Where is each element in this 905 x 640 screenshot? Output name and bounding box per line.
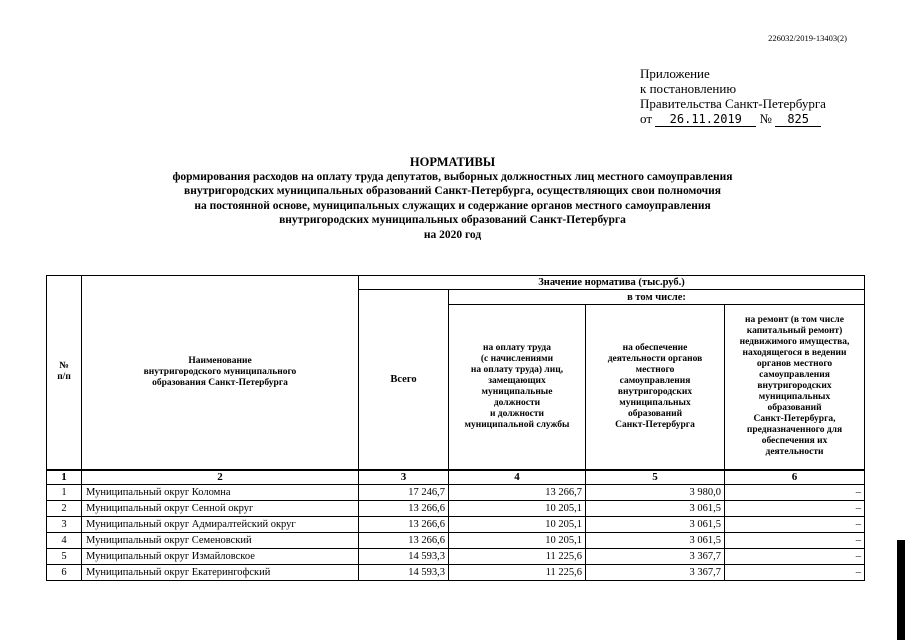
total-value: 14 593,3 xyxy=(359,548,449,564)
title-line-3: внутригородских муниципальных образований Санкт-Петербурга, осуществляющих свои полномочия xyxy=(184,185,721,197)
title-line-1: НОРМАТИВЫ xyxy=(409,155,496,169)
appendix-date-line xyxy=(640,111,826,127)
table-row xyxy=(47,564,865,580)
total-value: 13 266,6 xyxy=(359,500,449,516)
table-row xyxy=(47,532,865,548)
header-col4: на оплату труда (с начислениями на оплату труда) лиц, замещающих муниципальные должности и должности муниципальной службы xyxy=(449,305,586,470)
title-line-4: на постоянной основе, муниципальных служащих и содержание органов местного самоуправления xyxy=(194,199,711,212)
repair-cost-value: – xyxy=(725,564,865,580)
table-row xyxy=(47,516,865,532)
municipality-name: Муниципальный округ Сенной округ xyxy=(82,500,359,516)
appendix-block xyxy=(640,66,826,127)
header-value-group: Значение норматива (тыс.руб.) xyxy=(359,276,865,290)
row-number: 3 xyxy=(47,516,82,532)
total-value: 17 246,7 xyxy=(359,484,449,500)
row-number: 1 xyxy=(47,484,82,500)
municipality-name: Муниципальный округ Адмиралтейский округ xyxy=(82,516,359,532)
total-value: 13 266,6 xyxy=(359,532,449,548)
table-body xyxy=(47,484,865,580)
municipality-name: Муниципальный округ Коломна xyxy=(82,484,359,500)
labor-cost-value: 11 225,6 xyxy=(449,564,586,580)
appendix-line-1: Приложение xyxy=(640,66,710,81)
header-name: Наименование внутригородского муниципального образования Санкт-Петербурга xyxy=(82,276,359,470)
header-col5: на обеспечение деятельности органов местного самоуправления внутригородских муниципальных образований Санкт-Петербурга xyxy=(586,305,725,470)
title-line-2: формирования расходов на оплату труда депутатов, выборных должностных лиц местного самоуправления xyxy=(172,170,733,183)
total-value: 13 266,6 xyxy=(359,516,449,532)
header-total: Всего xyxy=(359,290,449,470)
column-number: 1 xyxy=(47,470,82,485)
column-number: 5 xyxy=(586,470,725,485)
row-number: 5 xyxy=(47,548,82,564)
scan-edge-mark xyxy=(897,540,905,640)
labor-cost-value: 10 205,1 xyxy=(449,516,586,532)
row-number: 4 xyxy=(47,532,82,548)
operations-cost-value: 3 980,0 xyxy=(586,484,725,500)
operations-cost-value: 3 061,5 xyxy=(586,516,725,532)
operations-cost-value: 3 367,7 xyxy=(586,564,725,580)
column-number: 6 xyxy=(725,470,865,485)
labor-cost-value: 10 205,1 xyxy=(449,500,586,516)
row-number: 6 xyxy=(47,564,82,580)
resolution-date: 26.11.2019 xyxy=(655,113,756,127)
repair-cost-value: – xyxy=(725,532,865,548)
labor-cost-value: 13 266,7 xyxy=(449,484,586,500)
repair-cost-value: – xyxy=(725,500,865,516)
appendix-line-2: к постановлению xyxy=(640,81,737,96)
document-registration-number: 226032/2019-13403(2) xyxy=(768,33,847,43)
title-line-6: на 2020 год xyxy=(423,228,482,241)
resolution-number: 825 xyxy=(775,113,821,127)
from-label: от xyxy=(640,111,653,126)
table-row xyxy=(47,500,865,516)
column-number: 3 xyxy=(359,470,449,485)
table-row xyxy=(47,548,865,564)
column-number: 2 xyxy=(82,470,359,485)
repair-cost-value: – xyxy=(725,516,865,532)
column-numbers-row xyxy=(47,470,865,485)
column-number: 4 xyxy=(449,470,586,485)
operations-cost-value: 3 367,7 xyxy=(586,548,725,564)
repair-cost-value: – xyxy=(725,548,865,564)
document-title xyxy=(0,155,905,242)
header-num: № п/п xyxy=(47,276,82,470)
header-col6: на ремонт (в том числе капитальный ремонт) недвижимого имущества, находящегося в ведении органов местного самоуправления внутригородских муниципальных образований Санкт-Петербурга, предназначенного для обеспечения их деятельности xyxy=(725,305,865,470)
norms-table xyxy=(46,275,865,581)
repair-cost-value: – xyxy=(725,484,865,500)
total-value: 14 593,3 xyxy=(359,564,449,580)
appendix-line-3: Правительства Санкт-Петербурга xyxy=(640,96,826,111)
municipality-name: Муниципальный округ Измайловское xyxy=(82,548,359,564)
labor-cost-value: 11 225,6 xyxy=(449,548,586,564)
number-label: № xyxy=(759,111,772,126)
operations-cost-value: 3 061,5 xyxy=(586,532,725,548)
title-line-5: внутригородских муниципальных образований Санкт-Петербурга xyxy=(279,214,626,226)
row-number: 2 xyxy=(47,500,82,516)
header-including: в том числе: xyxy=(449,290,865,305)
operations-cost-value: 3 061,5 xyxy=(586,500,725,516)
table-row xyxy=(47,484,865,500)
municipality-name: Муниципальный округ Екатерингофский xyxy=(82,564,359,580)
municipality-name: Муниципальный округ Семеновский xyxy=(82,532,359,548)
labor-cost-value: 10 205,1 xyxy=(449,532,586,548)
